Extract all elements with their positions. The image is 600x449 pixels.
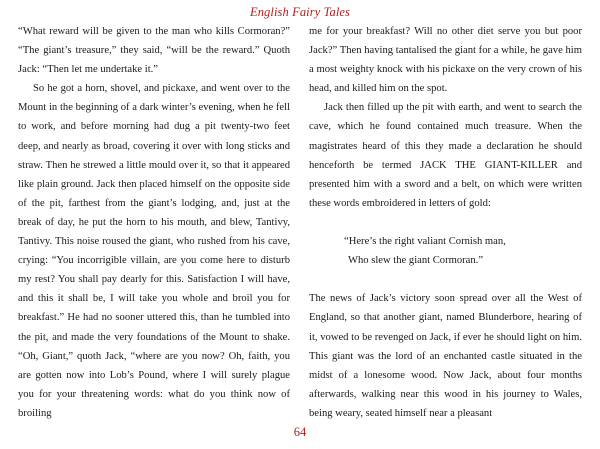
- running-head-title: English Fairy Tales: [249, 5, 351, 19]
- verse-line: “Here’s the right valiant Cornish man,: [344, 236, 506, 248]
- left-text-column: [18, 22, 290, 423]
- paragraph: Jack then filled up the pit with earth, and went to search the cave, which he found contained much treasure. When the magistrates heard of this they made a declaration he should henceforth be termed JACK THE GIANT-KILLER and presented him with a sword and a belt, on which were written these words embroidered in letters of gold:: [309, 102, 582, 209]
- paragraph: “What reward will be given to the man who kills Cormoran?” “The giant’s treasure,” they said, “will be the reward.” Quoth Jack: “Then let me undertake it.”: [18, 26, 290, 76]
- verse-inscription: [309, 232, 582, 270]
- paragraph: The news of Jack’s victory soon spread over all the West of England, so that another giant, named Blunderbore, hearing of it, vowed to be revenged on Jack, if ever he should light on him. This giant was the lord of an enchanted castle situated in the midst of a lonesome wood. Now Jack, about four months afterwards, walking near this wood in his journey to Wales, being weary, seated himself near a pleasant: [309, 293, 582, 419]
- paragraph: So he got a horn, shovel, and pickaxe, and went over to the Mount in the beginning of a dark winter’s evening, when he fell to work, and before morning had dug a pit twenty-two feet deep, and nearly as broad, covering it over with long sticks and straw. Then he strewed a little mould over it, so that it appeared like plain ground. Jack then placed himself on the opposite side of the pit, farthest from the giant’s lodging, and, just at the break of day, he put the horn to his mouth, and blew, Tantivy, Tantivy. This noise roused the giant, who rushed from his cave, crying: “You incorrigible villain, are you come here to disturb my rest? You shall pay dearly for this. Satisfaction I will have, and this it shall be, I will take you whole and broil you for breakfast.” He had no sooner uttered this, than he tumbled into the pit, and made the very foundations of the Mount to shake. “Oh, Giant,” quoth Jack, “where are you now? Oh, faith, you are gotten now into Lob’s Pound, where I will surely plague you for your threatening words: what do you think now of broiling: [18, 83, 290, 419]
- page-number: 64: [293, 425, 307, 439]
- verse-line: Who slew the giant Cormoran.”: [348, 255, 484, 267]
- paragraph: me for your breakfast? Will no other diet serve you but poor Jack?” Then having tantalised the giant for a while, he gave him a most weighty knock with his pickaxe on the very crown of his head, and killed him on the spot.: [309, 26, 582, 95]
- right-text-column: [309, 22, 582, 423]
